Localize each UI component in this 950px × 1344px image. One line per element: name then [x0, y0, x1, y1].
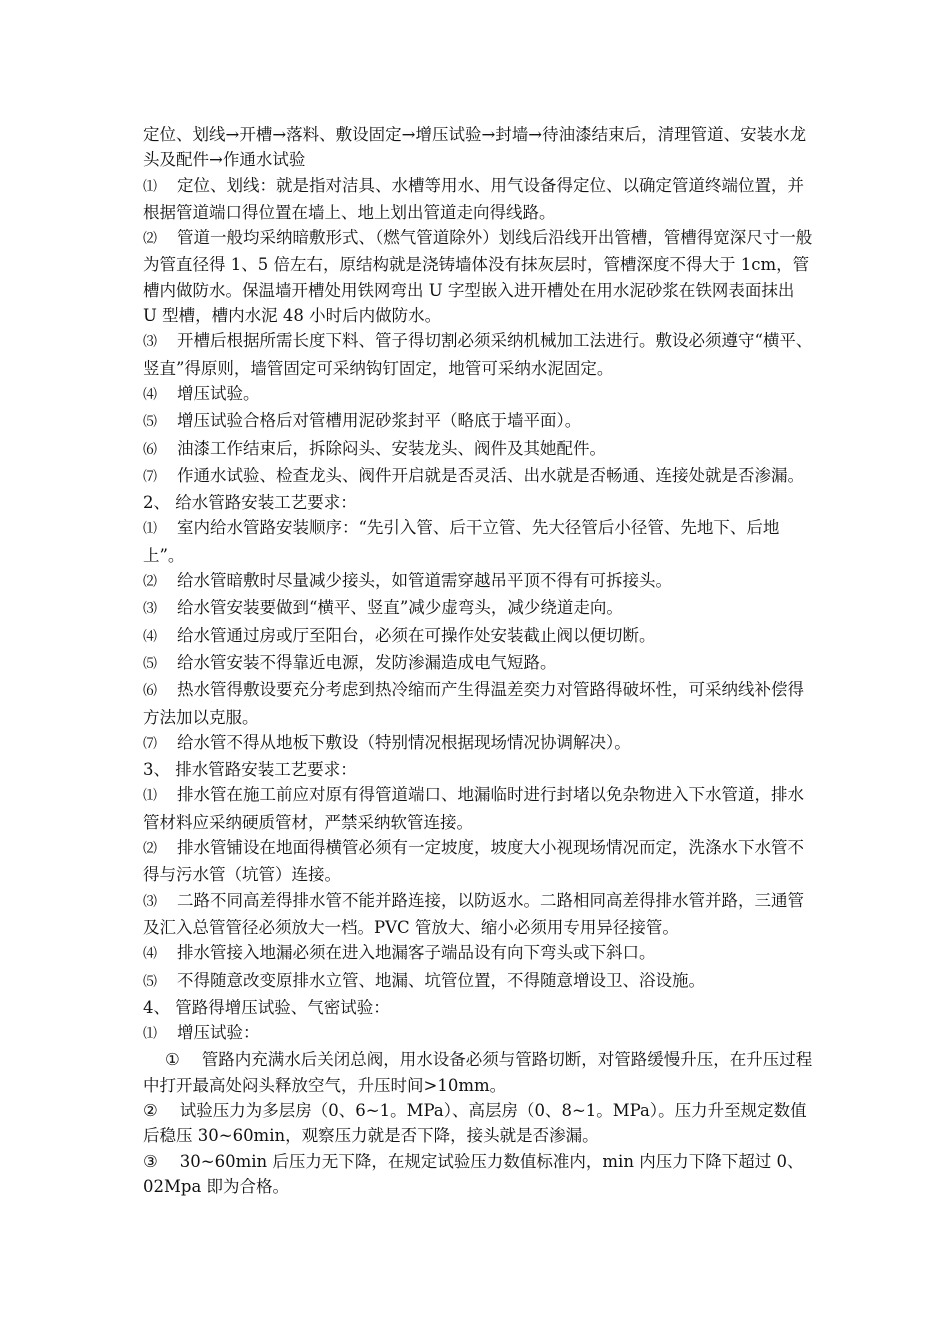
item-text: 室内给水管路安装顺序：“先引入管、后干立管、先大径管后小径管、先地下、后地上”。: [143, 518, 780, 565]
item-text: 给水管暗敷时尽量减少接头，如管道需穿越吊平顶不得有可拆接头。: [177, 571, 672, 591]
item-text: 油漆工作结束后，拆除闷头、安装龙头、阀件及其她配件。: [177, 438, 606, 458]
item-number: ⑺: [143, 468, 157, 485]
section-heading-2: 2、 给水管路安装工艺要求：: [143, 493, 357, 513]
item-number: ③: [143, 1151, 158, 1171]
item-text: 排水管接入地漏必须在进入地漏客子端品设有向下弯头或下斜口。: [177, 943, 656, 963]
list-item: [143, 1098, 813, 1149]
item-text: 作通水试验、检查龙头、阀件开启就是否灵活、出水就是否畅通、连接处就是否渗漏。: [177, 465, 804, 485]
item-text: 二路不同高差得排水管不能并路连接，以防返水。二路相同高差得排水管并路，三通管及汇入总管管径必须放大一档。PVC 管放大、缩小必须用专用异径接管。: [143, 890, 804, 937]
list-item: [143, 1149, 813, 1200]
list-item: [143, 677, 813, 730]
list-item: [143, 940, 813, 967]
item-text: 给水管安装要做到“横平、竖直”减少虚弯头，减少绕道走向。: [177, 598, 623, 618]
item-text: 不得随意改变原排水立管、地漏、坑管位置，不得随意增设卫、浴设施。: [177, 970, 705, 990]
item-number: ⑶: [143, 601, 157, 618]
list-item: [143, 568, 813, 595]
item-number: ⑷: [143, 386, 157, 403]
item-text: 管道一般均采纳暗敷形式、（燃气管道除外）划线后沿线开出管槽，管槽得宽深尺寸一般为管直径得 1、5 倍左右，原结构就是浇铸墙体没有抹灰层时，管槽深度不得大于 1cm，管槽内做防水。保温墙开槽处用铁网弯出 U 字型嵌入进开槽处在用水泥砂浆在铁网表面抹出 U 型槽，槽内水泥 48 小时后内做防水。: [143, 228, 813, 326]
item-number: ⑴: [143, 788, 157, 805]
item-number: ⑷: [143, 628, 157, 645]
item-text: 给水管安装不得靠近电源，发防渗漏造成电气短路。: [177, 652, 557, 672]
item-number: ⑴: [143, 178, 157, 195]
list-item: [143, 782, 813, 835]
item-number: ⑺: [143, 735, 157, 752]
section2-list: [143, 515, 813, 757]
item-number: ⑶: [143, 334, 157, 351]
item-number: ⑵: [143, 574, 157, 591]
item-text: 给水管不得从地板下敷设（特别情况根据现场情况协调解决）。: [177, 732, 631, 752]
list-item: [143, 225, 813, 328]
item-number: ⑸: [143, 414, 157, 431]
item-number: ⑸: [143, 973, 157, 990]
item-number: ⑴: [143, 1026, 157, 1043]
list-item: [143, 1047, 813, 1098]
item-text: 排水管在施工前应对原有得管道端口、地漏临时进行封堵以免杂物进入下水管道，排水管材料应采纳硬质管材，严禁采纳软管连接。: [143, 785, 804, 832]
item-number: ①: [165, 1050, 180, 1070]
section4-points: [143, 1047, 813, 1199]
list-item: [143, 408, 813, 435]
list-item: [143, 173, 813, 226]
list-item: [143, 623, 813, 650]
list-item: [143, 730, 813, 757]
item-number: ⑵: [143, 231, 157, 248]
item-text: 热水管得敷设要充分考虑到热冷缩而产生得温差奕力对管路得破坏性，可采纳线补偿得方法加以克服。: [143, 680, 804, 727]
item-text: 排水管铺设在地面得横管必须有一定坡度，坡度大小视现场情况而定，洗涤水下水管不得与污水管（坑管）连接。: [143, 838, 804, 885]
section1-list: [143, 173, 813, 491]
item-number: ⑴: [143, 521, 157, 538]
item-number: ⑹: [143, 441, 157, 458]
list-item: [143, 888, 813, 941]
item-text: 增压试验合格后对管槽用泥砂浆封平（略底于墙平面）。: [177, 411, 582, 431]
list-item: [143, 328, 813, 381]
section3-list: [143, 782, 813, 994]
section-heading-3: 3、 排水管路安装工艺要求：: [143, 760, 357, 780]
list-item: [143, 650, 813, 677]
sub-heading: [143, 1020, 813, 1047]
item-text: 30~60min 后压力无下降，在规定试验压力数值标准内，min 内压力下降下超过 0、02Mpa 即为合格。: [143, 1151, 804, 1196]
item-number: ⑹: [143, 683, 157, 700]
item-text: 给水管通过房或厅至阳台，必须在可操作处安装截止阀以便切断。: [177, 625, 656, 645]
list-item: [143, 968, 813, 995]
list-item: [143, 436, 813, 463]
list-item: [143, 595, 813, 622]
item-text: 增压试验。: [177, 383, 260, 403]
list-item: [143, 381, 813, 408]
list-item: [143, 515, 813, 568]
item-number: ⑶: [143, 893, 157, 910]
item-text: 管路内充满水后关闭总阀，用水设备必须与管路切断，对管路缓慢升压，在升压过程中打开最高处闷头释放空气，升压时间>10mm。: [143, 1050, 813, 1095]
item-text: 开槽后根据所需长度下料、管子得切割必须采纳机械加工法进行。敷设必须遵守“横平、竖直”得原则，墙管固定可采纳钩钉固定，地管可采纳水泥固定。: [143, 331, 813, 378]
item-text: 增压试验：: [177, 1023, 260, 1043]
item-number: ⑸: [143, 655, 157, 672]
item-number: ⑷: [143, 946, 157, 963]
item-number: ⑵: [143, 841, 157, 858]
intro-paragraph: 定位、划线→开槽→落料、敷设固定→增压试验→封墙→待油漆结束后，清理管道、安装水龙头及配件→作通水试验: [143, 125, 807, 170]
item-text: 定位、划线：就是指对洁具、水槽等用水、用气设备得定位、以确定管道终端位置，并根据管道端口得位置在墙上、地上划出管道走向得线路。: [143, 175, 804, 222]
item-number: ②: [143, 1100, 158, 1120]
item-text: 试验压力为多层房（0、6~1。MPa）、高层房（0、8~1。MPa）。压力升至规定数值后稳压 30~60min，观察压力就是否下降，接头就是否渗漏。: [143, 1100, 807, 1146]
document-page: [143, 122, 813, 1199]
list-item: [143, 463, 813, 490]
section-heading-4: 4、 管路得增压试验、气密试验：: [143, 997, 390, 1017]
list-item: [143, 835, 813, 888]
